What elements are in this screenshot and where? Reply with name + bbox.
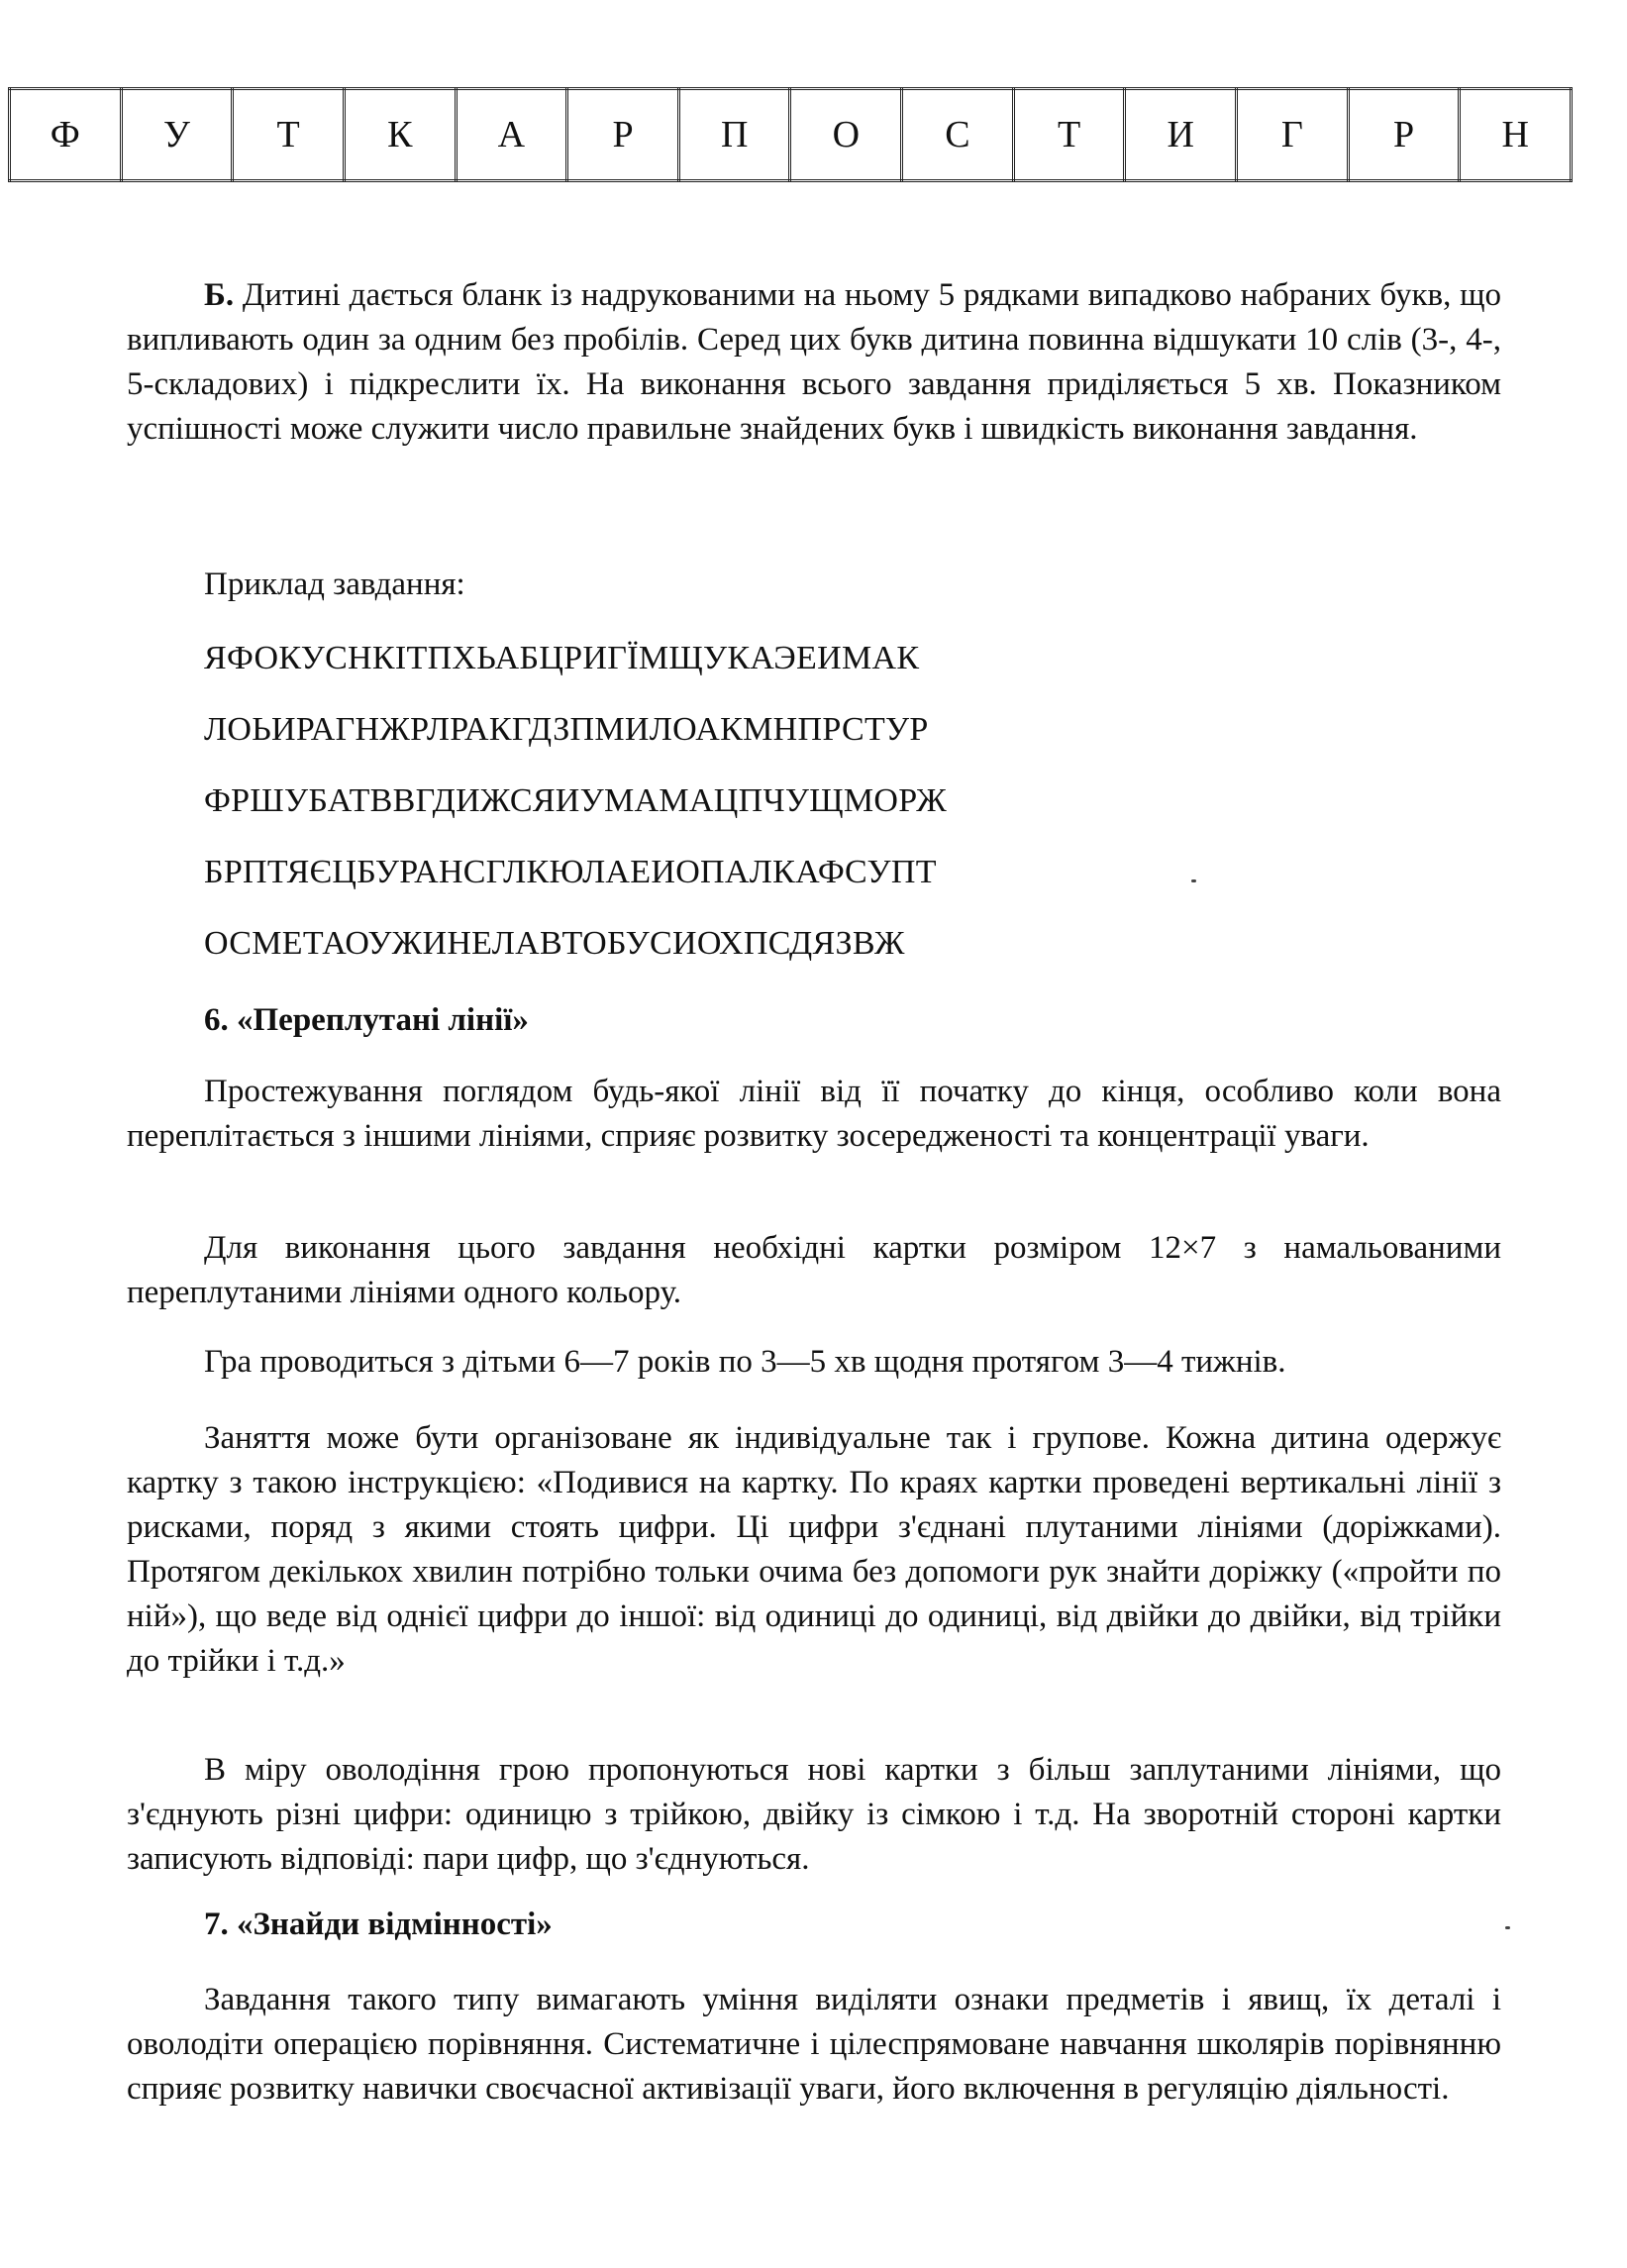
scan-speck (1505, 1926, 1510, 1929)
letter-cell: О (790, 89, 902, 181)
example-label: Приклад завдання: (204, 567, 465, 602)
example-letter-row: ОСМЕТАОУЖИНЕЛАВТОБУСИОХПСДЯЗВЖ (204, 925, 905, 962)
letter-cell: У (121, 89, 233, 181)
section-6-p2-block (127, 1226, 1501, 1315)
section-6-heading: 6. «Переплутані лінії» (204, 1002, 529, 1038)
letter-grid-row (10, 89, 1572, 181)
example-letter-row: БРПТЯЄЦБУРАНСГЛКЮЛАЕИОПАЛКАФСУПТ (204, 854, 937, 890)
section-b-paragraph (127, 273, 1501, 452)
letter-cell: Н (1460, 89, 1572, 181)
section-6-p3-block (127, 1340, 1501, 1385)
section-6-p5-block (127, 1748, 1501, 1882)
section-6-paragraph: Гра проводиться з дітьми 6—7 років по 3—5 хв щодня протягом 3—4 тижнів. (204, 1344, 1286, 1380)
section-6-paragraph: Для виконання цього завдання необхідні картки розміром 12×7 з намальованими переплутаними лініями одного кольору. (127, 1230, 1501, 1310)
section-7-p1-block (127, 1978, 1501, 2112)
section-6-paragraph: В міру оволодіння грою пропонуються нові картки з більш заплутаними лініями, що з'єднують різні цифри: одиницю з трійкою, двійку із сімкою і т.д. На зворотній стороні картки записують відповіді: пари цифр, що з'єднуються. (127, 1752, 1501, 1877)
letter-cell: Р (567, 89, 679, 181)
letter-cell: Т (1013, 89, 1125, 181)
example-letter-row: ЛОЬИРАГНЖРЛРАКГДЗПМИЛОАКМНПРСТУР (204, 711, 929, 748)
section-b-text: Дитині дається бланк із надрукованими на ньому 5 рядками випадково набраних букв, що випливають один за одним без пробілів. Серед цих букв дитина повинна відшукати 10 слів (3-, 4-, 5-складових) і підкреслити їх. На виконання всього завдання приділяється 5 хв. Показником успішності може служити число правильне знайдених букв і швидкість виконання завдання. (127, 277, 1501, 447)
scan-speck (1191, 879, 1196, 882)
section-b-lead: Б. (204, 277, 235, 313)
section-6-paragraph: Заняття може бути організоване як індивідуальне так і групове. Кожна дитина одержує картку з такою інструкцією: «Подивися на картку. По краях картки проведені вертикальні лінії з рисками, поряд з якими стоять цифри. Ці цифри з'єднані плутаними лініями (доріжками). Протягом декількох хвилин потрібно тольки очима без допомоги рук знайти доріжку («пройти по ній»), що веде від однієї цифри до іншої: від одиниці до одиниці, від двійки до двійки, від трійки до трійки і т.д.» (127, 1420, 1501, 1679)
example-letter-row: ЯФОКУСНКІТПХЬАБЦРИГЇМЩУКАЭЕИМАК (204, 640, 920, 676)
letter-cell: Р (1348, 89, 1460, 181)
letter-cell: Т (233, 89, 345, 181)
example-letter-row: ФРШУБАТВВГДИЖСЯИУМАМАЦПЧУЩМОРЖ (204, 782, 948, 819)
letter-cell: К (344, 89, 456, 181)
section-6-paragraph: Простежування поглядом будь-якої лінії від її початку до кінця, особливо коли вона переплітається з іншими лініями, сприяє розвитку зосередженості та концентрації уваги. (127, 1074, 1501, 1154)
letter-cell: П (678, 89, 790, 181)
section-6-p4-block (127, 1416, 1501, 1684)
letter-cell: С (902, 89, 1014, 181)
letter-cell: И (1125, 89, 1237, 181)
section-b (127, 273, 1501, 452)
letter-cell: Г (1237, 89, 1349, 181)
section-7-paragraph: Завдання такого типу вимагають уміння виділяти ознаки предметів і явищ, їх деталі і оволодіти операцією порівняння. Систематичне і цілеспрямоване навчання школярів порівнянню сприяє розвитку навички своєчасної активізації уваги, його включення в регуляцію діяльності. (127, 1982, 1501, 2107)
letter-cell: А (456, 89, 567, 181)
section-7-heading: 7. «Знайди відмінності» (204, 1907, 553, 1942)
letter-cell: Ф (10, 89, 122, 181)
letter-grid (8, 87, 1573, 182)
section-6-p1-block (127, 1070, 1501, 1159)
